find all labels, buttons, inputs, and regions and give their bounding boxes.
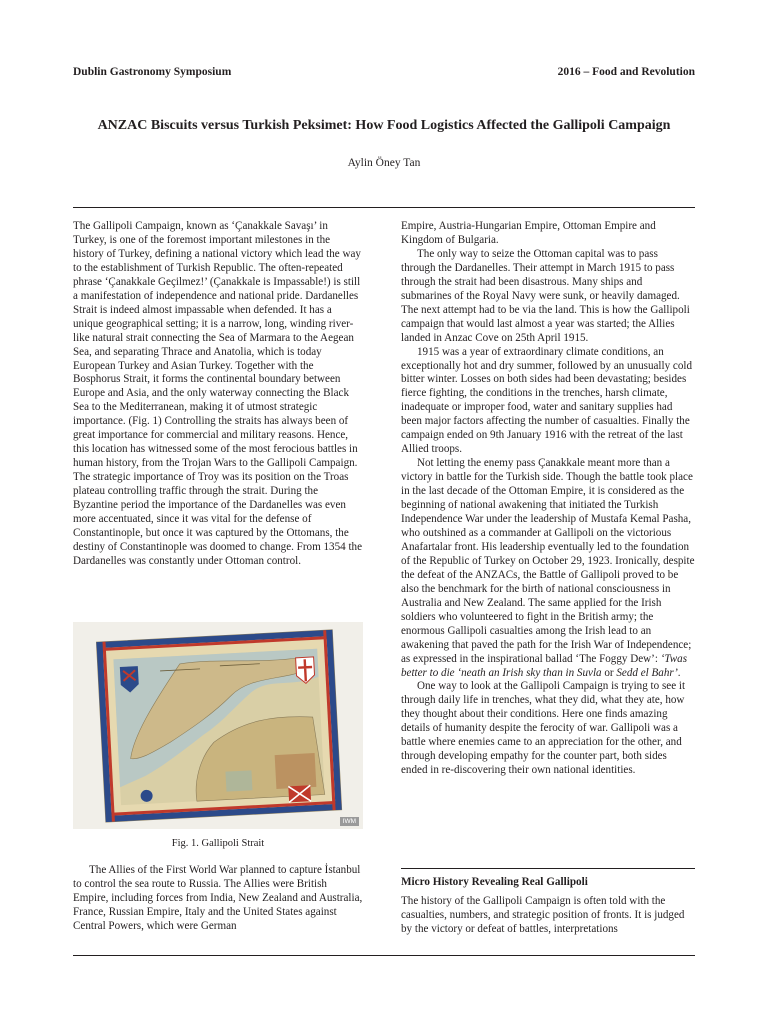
section-rule bbox=[401, 868, 695, 869]
paragraph: Empire, Austria-Hungarian Empire, Ottoman Empire and Kingdom of Bulgaria. bbox=[401, 220, 656, 246]
map-illustration bbox=[73, 622, 363, 829]
article-title: ANZAC Biscuits versus Turkish Peksimet: How Food Logistics Affected the Gallipoli Campaign bbox=[97, 118, 671, 133]
paragraph: The Gallipoli Campaign, known as ‘Çanakkale Savaşı’ in Turkey, is one of the foremost important milestones in the history of Turkey, defining a national victory which lead the way to the establishment of Turkish Republic. The often-repeated phrase ‘Çanakkale Geçilmez!’ (Çanakkale is Impassable!) is still a manifestation of independence and national pride. Dardanelles Strait is indeed almost impassable when defended. It has a unique geographical setting; it is a narrow, long, winding river-like natural strait connecting the Sea of Marmara to the Aegean Sea, and separating Thrace and Anatolia, which is today European Turkey and Asian Turkey. Together with the Bosphorus Strait, it forms the continental boundary between Europe and Asia, and the only waterway connecting the Black Sea to the Mediterranean, making it of utmost strategic importance. (Fig. 1) Controlling the straits has always been of great importance for commercial and military reasons. Hence, this location has witnessed some of the most ferocious battles in human history, from the Trojan Wars to the Gallipoli Campaign. The strategic importance of Troy was its position on the Troas plateau controlling traffic through the strait. During the Byzantine period the importance of the Dardanelles was even more accentuated, since it was vital for the defense of Constantinople, but once it was captured by the Ottomans, the destiny of Constantinople was doomed to change. From 1354 the Dardanelles was constantly under Ottoman control. bbox=[73, 220, 363, 567]
left-column-top bbox=[73, 220, 363, 569]
figure-gallipoli-map bbox=[73, 622, 363, 829]
paragraph bbox=[401, 457, 695, 680]
left-column-bottom bbox=[73, 864, 363, 934]
ballad-quote: ‘Twas better to die ‘neath an Irish sky than in Suvla bbox=[401, 652, 688, 679]
paragraph: One way to look at the Gallipoli Campaign is trying to see it through daily life in trenches, what they did, what they ate, how they thought about their conditions. Here one finds amazing details of humanity despite the ferocity of war. Gallipoli was a battle where enemies came to an appreciation for the other, and through developing empathy for the counter part, both sides ended in re-discovering their own national identities. bbox=[401, 680, 686, 777]
paragraph: The Allies of the First World War planned to capture İstanbul to control the sea route to Russia. The Allies were British Empire, including forces from India, New Zealand and Australia, France, Russian Empire, Italy and the United States against Central Powers, which were German bbox=[73, 864, 363, 932]
ballad-quote-end: Sedd el Bahr’ bbox=[616, 666, 678, 679]
paragraph: The history of the Gallipoli Campaign is often told with the casualties, numbers, and strategic position of fronts. It is judged by the victory or defeat of battles, interpretations bbox=[401, 895, 685, 935]
paragraph: 1915 was a year of extraordinary climate conditions, an exceptionally hot and dry summer, followed by an unusually cold bitter winter. Losses on both sides had been devastating; besides fierce fighting, the conditions in the trenches, harsh climate, inadequate or improper food, water and sanitary supplies had been major factors affecting the number of casualties. Finally the campaign ended on 9th January 1916 with the retreat of the last Allied troops. bbox=[401, 345, 693, 456]
paragraph-text: Not letting the enemy pass Çanakkale meant more than a victory in battle for the Turkish side. Though the battle took place in the last decade of the Ottoman Empire, it is considered as the beginning of national awakening that initiated the Turkish Independence War under the leadership of Mustafa Kemal Pasha, who outshined as a commander at Gallipoli on the victorious Anafartalar front. His leadership eventually led to the foundation of the Republic of Turkey on October 29, 1923. Ironically, despite the defeat of the ANZACs, the Battle of Gallipoli proved to be also the benchmark for the birth of national consciousness in Australia and New Zealand. The same applied for the Irish soldiers who volunteered to fight in the British army; the enormous Gallipoli casualties among the Irish lead to an awakening that paved the path for the Irish War of Independence; as expressed in the inspirational ballad ‘The Foggy Dew’: bbox=[401, 457, 695, 665]
top-rule bbox=[73, 207, 695, 208]
paragraph: The only way to seize the Ottoman capital was to pass through the Dardanelles. Their attempt in March 1915 to pass through the strait had been disastrous. Many ships and submarines of the Royal Navy were sunk, or heavily damaged. The next attempt had to be via the land. This is how the Gallipoli campaign that would last almost a year was started; the Allies landed in Anzac Cove on 25th April 1915. bbox=[401, 247, 690, 344]
journal-name: Dublin Gastronomy Symposium bbox=[73, 66, 232, 78]
section-heading: Micro History Revealing Real Gallipoli bbox=[401, 876, 588, 888]
figure-caption: Fig. 1. Gallipoli Strait bbox=[171, 838, 265, 849]
bottom-rule bbox=[73, 955, 695, 956]
right-column bbox=[401, 220, 695, 778]
sentence-end: . bbox=[677, 666, 681, 679]
article-author: Aylin Öney Tan bbox=[347, 157, 421, 169]
running-head bbox=[73, 66, 695, 78]
image-watermark: IWM bbox=[340, 817, 359, 826]
quote-conjunction: or bbox=[601, 666, 617, 679]
issue-label: 2016 – Food and Revolution bbox=[557, 66, 695, 78]
right-column-section bbox=[401, 895, 695, 937]
